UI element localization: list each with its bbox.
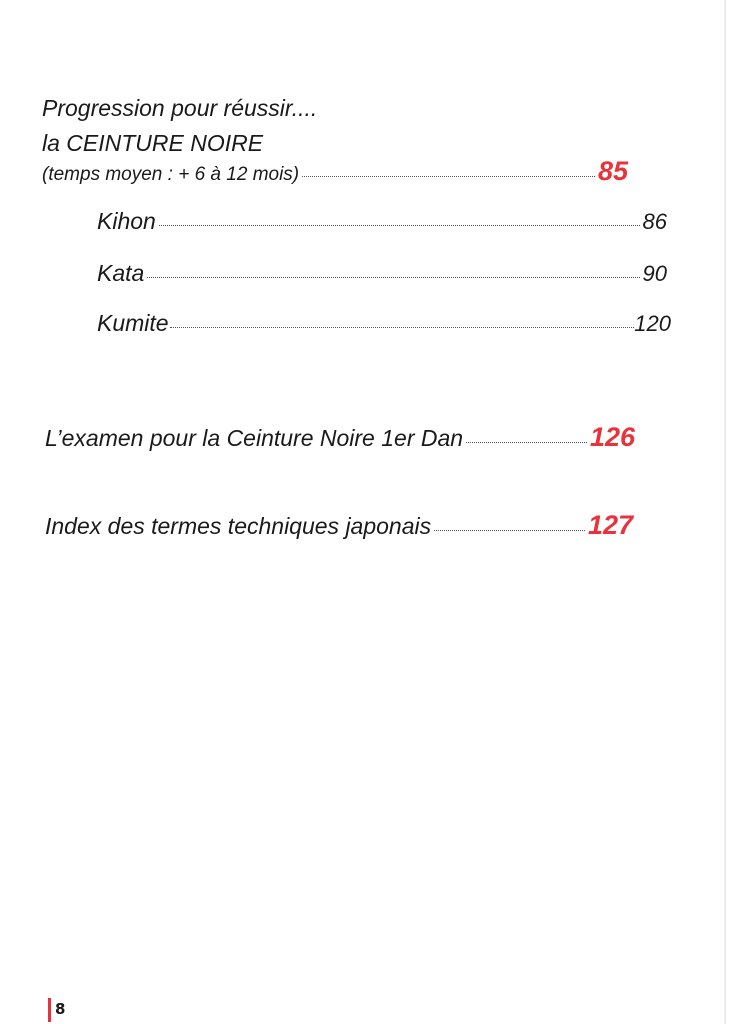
section1-title-line2: la CEINTURE NOIRE [42,130,264,156]
toc-entry-page: 126 [589,422,635,452]
dot-leader [147,277,639,278]
section1-title-line1: Progression pour réussir.... [42,95,318,121]
dot-leader [170,327,635,328]
dot-leader [466,442,587,443]
toc-entry-label: Index des termes techniques japonais [45,513,432,539]
toc-entry-section1[interactable] [42,156,628,187]
page-number: 8 [55,1000,66,1018]
toc-entry-page: 86 [642,209,667,234]
toc-entry-kata[interactable] [97,260,667,287]
toc-entry-page: 85 [597,156,628,186]
footer-accent-bar [48,998,51,1022]
toc-entry-page: 90 [642,261,667,286]
toc-entry-page: 120 [634,311,671,336]
toc-entry-page: 127 [587,510,633,540]
toc-entry-label: Kihon [97,208,156,234]
toc-entry-index[interactable] [45,510,633,541]
dot-leader [159,225,640,226]
toc-entry-label: Kumite [97,310,169,336]
page-edge-shadow [724,0,726,1024]
toc-entry-label: L’examen pour la Ceinture Noire 1er Dan [45,425,464,451]
dot-leader [434,530,585,531]
toc-entry-examen[interactable] [45,422,635,453]
toc-entry-label: Kata [97,260,145,286]
dot-leader [302,176,595,177]
toc-entry-kumite[interactable] [97,310,671,337]
toc-entry-label: (temps moyen : + 6 à 12 mois) [42,164,300,185]
toc-entry-kihon[interactable] [97,208,667,235]
